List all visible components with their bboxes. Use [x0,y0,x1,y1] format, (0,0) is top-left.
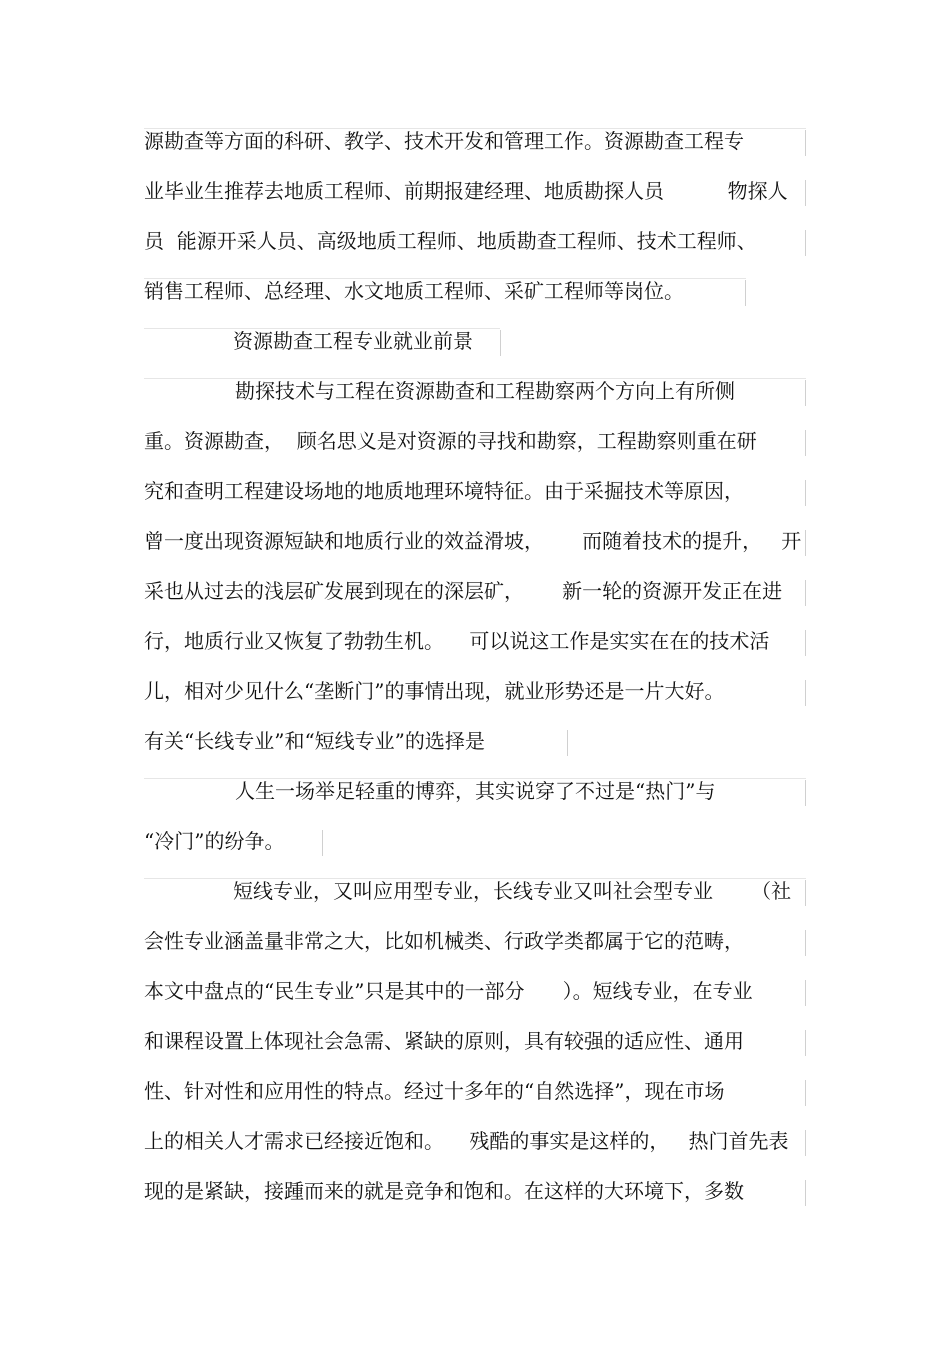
cell-border [805,930,806,956]
paragraph-line: 儿，相对少见什么“垄断门”的事情出现，就业形势还是一片大好。 [144,679,725,703]
paragraph-line: 性、针对性和应用性的特点。经过十多年的“自然选择”，现在市场 [144,1079,725,1103]
cell-border [805,680,806,706]
cell-border [805,1030,806,1056]
cell-border [805,230,806,256]
cell-border [805,780,806,806]
cell-border [805,1080,806,1106]
cell-border [805,1180,806,1206]
cell-border [805,880,806,906]
cell-border [567,730,568,756]
cell-border [805,480,806,506]
paragraph-line: 重。资源勘查， 顾名思义是对资源的寻找和勘察，工程勘察则重在研 [144,429,757,453]
cell-border [805,630,806,656]
paragraph-line: 业毕业生推荐去地质工程师、前期报建经理、地质勘探人员 物探人 [144,179,788,203]
paragraph-line: 曾一度出现资源短缺和地质行业的效益滑坡， 而随着技术的提升， 开 [144,529,802,553]
paragraph-line: 究和查明工程建设场地的地质地理环境特征。由于采掘技术等原因， [144,479,744,503]
paragraph-line: 员 能源开采人员、高级地质工程师、地质勘查工程师、技术工程师、 [144,229,757,253]
paragraph-line: 上的相关人才需求已经接近饱和。 残酷的事实是这样的， 热门首先表 [144,1129,789,1153]
paragraph-line: 和课程设置上体现社会急需、紧缺的原则，具有较强的适应性、通用 [144,1029,744,1053]
cell-border [500,330,501,356]
paragraph-line: 短线专业，又叫应用型专业，长线专业又叫社会型专业 （社 [233,879,792,903]
cell-border [805,580,806,606]
paragraph-line: “冷门”的纷争。 [144,829,285,853]
paragraph-line: 人生一场举足轻重的博弈，其实说穿了不过是“热门”与 [235,779,716,803]
cell-border [805,530,806,556]
paragraph-line: 销售工程师、总经理、水文地质工程师、采矿工程师等岗位。 [144,279,684,303]
cell-border [805,380,806,406]
cell-border [805,1130,806,1156]
paragraph-line: 源勘查等方面的科研、教学、技术开发和管理工作。资源勘查工程专 [144,129,744,153]
cell-border [745,280,746,306]
cell-border [322,830,323,856]
section-heading: 资源勘查工程专业就业前景 [233,329,473,353]
paragraph-line: 本文中盘点的“民生专业”只是其中的一部分 ）。短线专业，在专业 [144,979,753,1003]
paragraph-line: 现的是紧缺，接踵而来的就是竞争和饱和。在这样的大环境下，多数 [144,1179,744,1203]
cell-border [805,130,806,156]
cell-border [805,430,806,456]
paragraph-line: 行，地质行业又恢复了勃勃生机。 可以说这工作是实实在在的技术活 [144,629,770,653]
cell-border [805,980,806,1006]
paragraph-line: 会性专业涵盖量非常之大，比如机械类、行政学类都属于它的范畴， [144,929,744,953]
paragraph-line: 有关“长线专业”和“短线专业”的选择是 [144,729,485,753]
cell-border [805,180,806,206]
paragraph-line: 勘探技术与工程在资源勘查和工程勘察两个方向上有所侧 [235,379,735,403]
paragraph-line: 采也从过去的浅层矿发展到现在的深层矿， 新一轮的资源开发正在进 [144,579,783,603]
